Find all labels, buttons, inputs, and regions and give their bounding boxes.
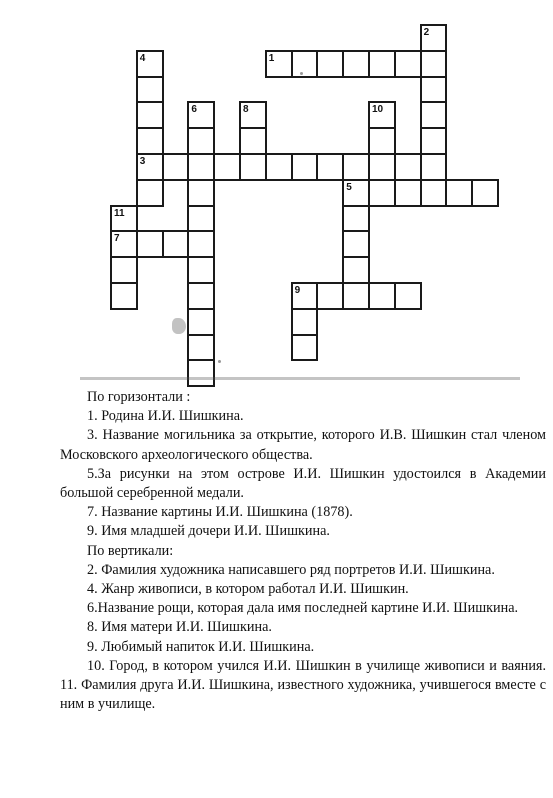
clue-number-4: 4 [139, 52, 146, 64]
crossword-cell [187, 359, 215, 387]
crossword-cell [291, 334, 319, 362]
down-clue-9: 9. Любимый напиток И.И. Шишкина. [87, 638, 315, 655]
across-clue-1: 1. Родина И.И. Шишкина. [87, 408, 244, 425]
crossword-cell [187, 127, 215, 155]
crossword-cell [136, 153, 164, 181]
crossword-cell [291, 308, 319, 336]
crossword-cell [394, 153, 422, 181]
crossword-cell [187, 153, 215, 181]
crossword-cell [187, 308, 215, 336]
clue-number-8: 8 [243, 104, 249, 116]
crossword-cell [136, 50, 164, 78]
across-clue-3: 3. Название могильника за открытие, которого И.В. Шишкин стал членом Московского археологического общества. [60, 427, 546, 463]
down-clue-2: 2. Фамилия художника написавшего ряд портретов И.И. Шишкина. [87, 561, 495, 578]
crossword-cell [368, 50, 396, 78]
crossword-cell [110, 282, 138, 310]
across-heading: По горизонтали : [87, 389, 191, 405]
crossword-cell [162, 153, 190, 181]
crossword-cell [316, 153, 344, 181]
down-clue-10-11: 10. Город, в котором учился И.И. Шишкин в училище живописи и ваяния. 11. Фамилия друга И.И. Шишкина, известного художника, учившегося вместе с ним в училище. [60, 657, 546, 713]
down-heading: По вертикали: [87, 542, 174, 559]
crossword-cell [342, 50, 370, 78]
crossword-cell [420, 179, 448, 207]
crossword-cell [368, 101, 396, 129]
crossword-cell [265, 153, 293, 181]
crossword-cell [342, 256, 370, 284]
crossword-cell [110, 256, 138, 284]
down-clue-8: 8. Имя матери И.И. Шишкина. [87, 619, 272, 636]
crossword-cell [162, 230, 190, 258]
crossword-cell [291, 282, 319, 310]
crossword-grid [0, 0, 553, 380]
crossword-cell [368, 127, 396, 155]
clue-number-7: 7 [114, 233, 120, 245]
clue-number-6: 6 [191, 104, 197, 116]
crossword-cell [136, 76, 164, 104]
crossword-cell [342, 205, 370, 233]
crossword-cell [213, 153, 241, 181]
across-clue-9: 9. Имя младшей дочери И.И. Шишкина. [87, 523, 330, 540]
crossword-cell [342, 230, 370, 258]
crossword-cell [420, 76, 448, 104]
crossword-cell [368, 153, 396, 181]
crossword-cell [136, 101, 164, 129]
crossword-cell [265, 50, 293, 78]
clue-number-3: 3 [139, 156, 146, 167]
speck [218, 360, 221, 363]
crossword-cell [187, 282, 215, 310]
crossword-cell [420, 101, 448, 129]
clue-number-10: 10 [372, 104, 384, 116]
crossword-cell [316, 282, 344, 310]
speck [300, 72, 303, 75]
crossword-cell [291, 153, 319, 181]
crossword-cell [471, 179, 499, 207]
crossword-cell [420, 153, 448, 181]
clue-number-2: 2 [423, 27, 430, 38]
crossword-cell [187, 179, 215, 207]
crossword-cell [136, 127, 164, 155]
crossword-cell [239, 127, 267, 155]
crossword-cell [394, 179, 422, 207]
crossword-cell [420, 24, 448, 52]
crossword-cell [342, 282, 370, 310]
crossword-cell [342, 179, 370, 207]
crossword-cell [239, 153, 267, 181]
crossword-cell [316, 50, 344, 78]
crossword-cell [291, 50, 319, 78]
crossword-cell [187, 256, 215, 284]
crossword-cell [136, 230, 164, 258]
down-clue-6: 6.Название рощи, которая дала имя последней картине И.И. Шишкина. [87, 600, 519, 617]
crossword-cell [187, 101, 215, 129]
crossword-cell [420, 127, 448, 155]
crossword-cell [187, 230, 215, 258]
clue-number-11: 11 [114, 207, 125, 219]
across-clue-5: 5.За рисунки на этом острове И.И. Шишкин удостоился в Академии большой серебренной медали. [60, 465, 546, 502]
crossword-cell [368, 179, 396, 207]
clue-number-9: 9 [294, 285, 301, 296]
crossword-cell [420, 50, 448, 78]
crossword-cell [342, 153, 370, 181]
crossword-cell [110, 230, 138, 258]
cut-off-text-line [80, 377, 520, 380]
crossword-cell [187, 205, 215, 233]
crossword-cell [368, 282, 396, 310]
clues-section [60, 388, 546, 714]
down-clue-4: 4. Жанр живописи, в котором работал И.И. Шишкин. [87, 581, 409, 598]
crossword-cell [136, 179, 164, 207]
crossword-cell [394, 282, 422, 310]
crossword-cell [187, 334, 215, 362]
across-clue-7: 7. Название картины И.И. Шишкина (1878). [87, 504, 353, 521]
crossword-cell [239, 101, 267, 129]
clue-number-5: 5 [346, 181, 352, 193]
crossword-cell [110, 205, 138, 233]
crossword-cell [394, 50, 422, 78]
crossword-cell [445, 179, 473, 207]
ink-smudge [172, 318, 186, 334]
clue-number-1: 1 [268, 52, 275, 64]
